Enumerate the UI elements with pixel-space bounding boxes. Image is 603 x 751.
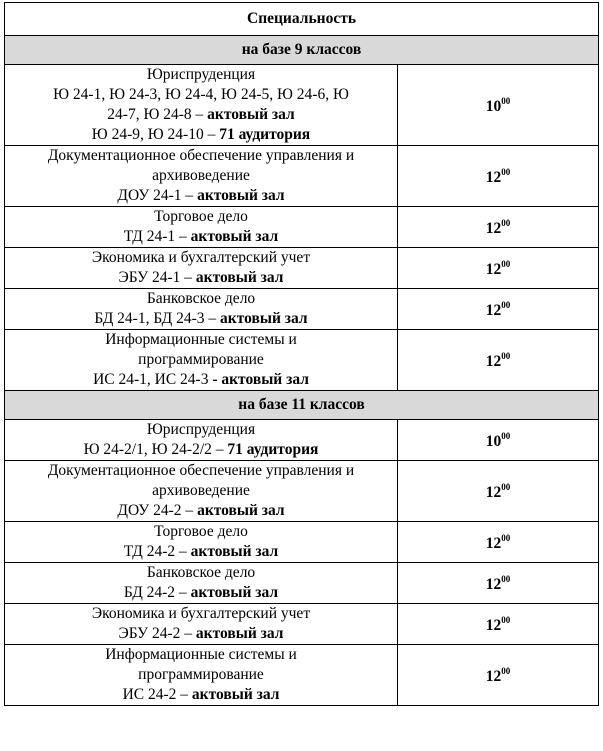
time-cell — [398, 420, 599, 461]
specialty-line — [7, 501, 395, 521]
time-cell — [398, 330, 599, 391]
line-text: ИС 24-1, ИС 24-3 — [93, 371, 213, 388]
line-text: ДОУ 24-1 – — [117, 187, 198, 204]
specialty-cell — [5, 146, 398, 207]
line-text: БД 24-1, БД 24-3 – — [94, 310, 221, 327]
line-text: архивоведение — [152, 482, 250, 499]
line-text: Экономика и бухгалтерский учет — [91, 605, 311, 622]
location-text: актовый зал — [195, 269, 284, 286]
specialty-cell — [5, 563, 398, 604]
line-text: ИС 24-2 – — [122, 686, 192, 703]
section-row — [5, 391, 599, 420]
location-text: - актовый зал — [212, 371, 309, 388]
time-cell — [398, 207, 599, 248]
table-row — [5, 522, 599, 563]
section-title: на базе 11 классов — [5, 391, 599, 420]
table-row — [5, 645, 599, 706]
specialty-line — [7, 461, 395, 481]
time-cell — [398, 645, 599, 706]
time-hour: 12 — [485, 535, 502, 553]
time-minutes: 00 — [501, 666, 511, 677]
specialty-cell — [5, 289, 398, 330]
specialty-line — [7, 105, 395, 125]
specialty-line — [7, 645, 395, 665]
time-cell — [398, 65, 599, 146]
specialty-line — [7, 227, 395, 247]
specialty-cell — [5, 604, 398, 645]
time-hour: 10 — [485, 98, 502, 116]
time-hour: 12 — [485, 576, 502, 594]
specialty-line — [7, 685, 395, 705]
specialty-line — [7, 481, 395, 501]
time-cell — [398, 289, 599, 330]
table-row — [5, 330, 599, 391]
specialty-line — [7, 665, 395, 685]
line-text: Торговое дело — [154, 208, 248, 225]
time-cell — [398, 461, 599, 522]
location-text: актовый зал — [190, 543, 279, 560]
specialty-line — [7, 522, 395, 542]
line-text: ТД 24-2 – — [123, 543, 191, 560]
line-text: БД 24-2 – — [123, 584, 191, 601]
specialty-line — [7, 268, 395, 288]
location-text: 71 аудитория — [227, 441, 319, 458]
specialty-line — [7, 166, 395, 186]
specialty-cell — [5, 207, 398, 248]
line-text: ЭБУ 24-2 – — [118, 625, 196, 642]
table-row — [5, 248, 599, 289]
line-text: Банковское дело — [146, 564, 256, 581]
time-minutes: 00 — [501, 167, 511, 178]
line-text: 24-7, Ю 24-8 – — [107, 106, 208, 123]
specialty-line — [7, 65, 395, 85]
table-row — [5, 563, 599, 604]
specialty-line — [7, 207, 395, 227]
time-hour: 12 — [485, 169, 502, 187]
specialty-line — [7, 330, 395, 350]
location-text: актовый зал — [190, 584, 279, 601]
specialty-line — [7, 604, 395, 624]
line-text: Информационные системы и — [105, 646, 297, 663]
section-row — [5, 36, 599, 65]
specialty-line — [7, 248, 395, 268]
specialty-cell — [5, 420, 398, 461]
specialty-cell — [5, 645, 398, 706]
time-minutes: 00 — [501, 218, 511, 229]
line-text: ЭБУ 24-1 – — [118, 269, 196, 286]
specialty-line — [7, 85, 395, 105]
location-text: актовый зал — [197, 187, 285, 204]
time-hour: 12 — [485, 220, 502, 238]
time-hour: 12 — [485, 353, 502, 371]
time-cell — [398, 604, 599, 645]
location-text: актовый зал — [190, 228, 279, 245]
line-text: архивоведение — [152, 167, 250, 184]
specialty-line — [7, 563, 395, 583]
time-cell — [398, 248, 599, 289]
specialty-line — [7, 542, 395, 562]
line-text: Банковское дело — [146, 290, 256, 307]
table-row — [5, 207, 599, 248]
line-text: ТД 24-1 – — [123, 228, 191, 245]
time-minutes: 00 — [501, 259, 511, 270]
time-cell — [398, 563, 599, 604]
schedule-body — [5, 3, 599, 706]
time-cell — [398, 522, 599, 563]
specialty-line — [7, 440, 395, 460]
time-hour: 12 — [485, 302, 502, 320]
line-text: Информационные системы и — [105, 331, 297, 348]
time-minutes: 00 — [501, 615, 511, 626]
time-minutes: 00 — [501, 96, 511, 107]
line-text: Документационное обеспечение управления и — [47, 462, 355, 479]
line-text: Документационное обеспечение управления и — [47, 147, 355, 164]
specialty-cell — [5, 461, 398, 522]
time-hour: 12 — [485, 668, 502, 686]
header-row — [5, 3, 599, 36]
time-minutes: 00 — [501, 482, 511, 493]
specialty-cell — [5, 248, 398, 289]
table-row — [5, 65, 599, 146]
time-minutes: 00 — [501, 351, 511, 362]
time-cell — [398, 146, 599, 207]
time-hour: 12 — [485, 261, 502, 279]
specialty-line — [7, 146, 395, 166]
line-text: Юриспруденция — [146, 66, 256, 83]
specialty-line — [7, 350, 395, 370]
line-text: программирование — [138, 666, 264, 683]
specialty-line — [7, 125, 395, 145]
line-text: Ю 24-2/1, Ю 24-2/2 – — [83, 441, 228, 458]
specialty-cell — [5, 65, 398, 146]
time-minutes: 00 — [501, 431, 511, 442]
specialty-line — [7, 370, 395, 390]
table-row — [5, 461, 599, 522]
line-text: ДОУ 24-2 – — [117, 502, 198, 519]
location-text: актовый зал — [195, 625, 284, 642]
line-text: Торговое дело — [154, 523, 248, 540]
line-text: Экономика и бухгалтерский учет — [91, 249, 311, 266]
time-minutes: 00 — [501, 533, 511, 544]
line-text: Ю 24-9, Ю 24-10 – — [91, 126, 220, 143]
location-text: актовый зал — [220, 310, 308, 327]
header-cell: Специальность — [5, 3, 599, 36]
table-row — [5, 289, 599, 330]
line-text: Юриспруденция — [146, 421, 256, 438]
specialty-line — [7, 289, 395, 309]
specialty-line — [7, 624, 395, 644]
specialty-cell — [5, 522, 398, 563]
location-text: актовый зал — [191, 686, 280, 703]
time-minutes: 00 — [501, 300, 511, 311]
specialty-cell — [5, 330, 398, 391]
time-hour: 12 — [485, 617, 502, 635]
section-title: на базе 9 классов — [5, 36, 599, 65]
location-text: актовый зал — [197, 502, 285, 519]
table-row — [5, 146, 599, 207]
schedule-table — [4, 2, 599, 706]
specialty-line — [7, 309, 395, 329]
time-hour: 10 — [485, 433, 502, 451]
table-row — [5, 420, 599, 461]
table-row — [5, 604, 599, 645]
specialty-line — [7, 186, 395, 206]
specialty-line — [7, 583, 395, 603]
location-text: актовый зал — [207, 106, 295, 123]
line-text: Ю 24-1, Ю 24-3, Ю 24-4, Ю 24-5, Ю 24-6, Ю — [53, 86, 349, 103]
time-hour: 12 — [485, 484, 502, 502]
line-text: программирование — [138, 351, 264, 368]
specialty-line — [7, 420, 395, 440]
time-minutes: 00 — [501, 574, 511, 585]
location-text: 71 аудитория — [219, 126, 311, 143]
